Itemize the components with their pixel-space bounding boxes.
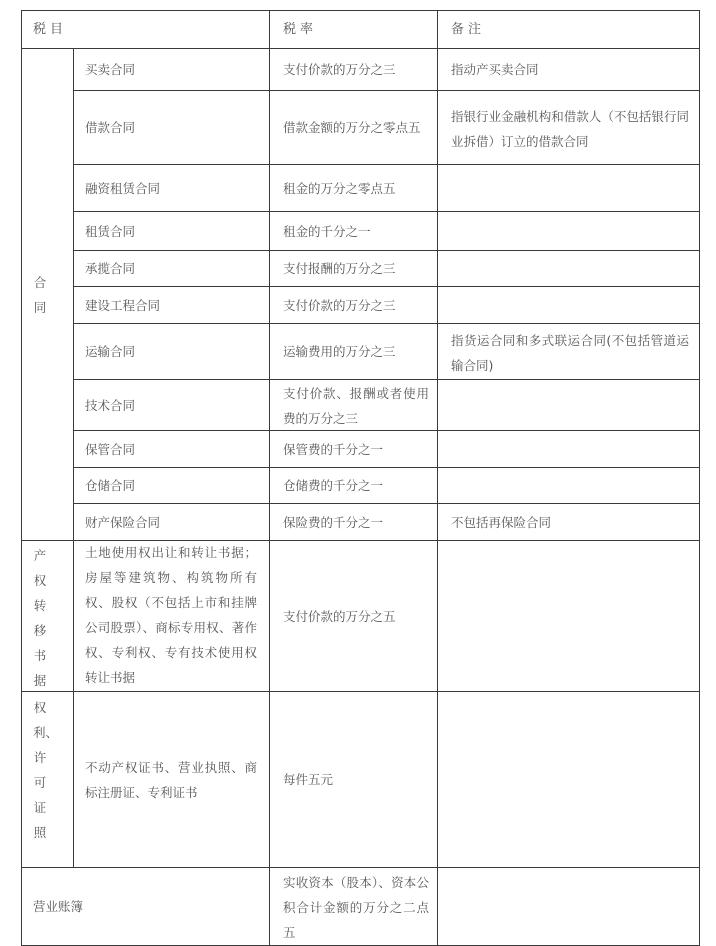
transfer-name: 土地使用权出让和转让书据；房屋等建筑物、构筑物所有权、股权（不包括上市和挂牌公司股票）、商标专用权、著作权、专利权、专有技术使用权转让书据 — [85, 545, 257, 685]
license-group-label: 权利、许可证照 — [33, 700, 59, 840]
contract-name: 仓储合同 — [85, 478, 136, 493]
contract-rate: 支付价款的万分之三 — [283, 297, 396, 313]
contract-rate: 租金的千分之一 — [283, 223, 371, 239]
contract-name: 运输合同 — [85, 344, 136, 359]
contract-rate: 借款金额的万分之零点五 — [283, 120, 421, 135]
contract-name: 建设工程合同 — [85, 297, 161, 313]
tax-rate-table — [21, 10, 700, 946]
contract-name: 融资租赁合同 — [85, 180, 161, 196]
contract-rate: 租金的万分之零点五 — [283, 180, 396, 196]
license-name: 不动产权证书、营业执照、商标注册证、专利证书 — [85, 759, 257, 800]
contract-note: 指动产买卖合同 — [451, 62, 539, 77]
col-divider — [269, 10, 270, 946]
header-tax-rate: 税率 — [283, 22, 318, 37]
contract-name: 承揽合同 — [85, 261, 136, 276]
contract-note: 不包括再保险合同 — [451, 514, 552, 530]
col-divider — [437, 10, 438, 946]
contract-name: 租赁合同 — [85, 223, 136, 239]
contract-name: 借款合同 — [85, 120, 136, 135]
contract-rate: 保管费的千分之一 — [283, 441, 384, 457]
contract-group-label: 合同 — [33, 275, 47, 315]
header-tax-item: 税目 — [33, 22, 68, 37]
table-border-right — [699, 10, 700, 946]
license-rate: 每件五元 — [283, 772, 334, 787]
ledger-rate: 实收资本（股本）、资本公积合计金额的万分之二点五 — [283, 875, 429, 940]
header-remarks: 备注 — [451, 22, 486, 37]
transfer-group-label: 产权转移书据 — [33, 548, 47, 688]
contract-rate: 保险费的千分之一 — [283, 514, 384, 530]
contract-rate: 仓储费的千分之一 — [283, 478, 384, 493]
contract-rate: 支付报酬的万分之三 — [283, 261, 396, 276]
contract-rate: 支付价款、报酬或者使用费的万分之三 — [283, 386, 429, 426]
contract-note: 指银行业金融机构和借款人（不包括银行同业拆借）订立的借款合同 — [451, 109, 689, 149]
col-divider — [73, 48, 74, 867]
contract-name: 财产保险合同 — [85, 514, 161, 530]
ledger-name: 营业账簿 — [33, 899, 84, 914]
contract-note: 指货运合同和多式联运合同(不包括管道运输合同) — [451, 333, 689, 373]
table-border-left — [21, 10, 22, 946]
contract-name: 技术合同 — [85, 397, 136, 413]
contract-name: 保管合同 — [85, 441, 136, 457]
contract-rate: 支付价款的万分之三 — [283, 62, 396, 77]
contract-name: 买卖合同 — [85, 62, 136, 77]
transfer-rate: 支付价款的万分之五 — [283, 608, 396, 624]
contract-rate: 运输费用的万分之三 — [283, 344, 396, 359]
